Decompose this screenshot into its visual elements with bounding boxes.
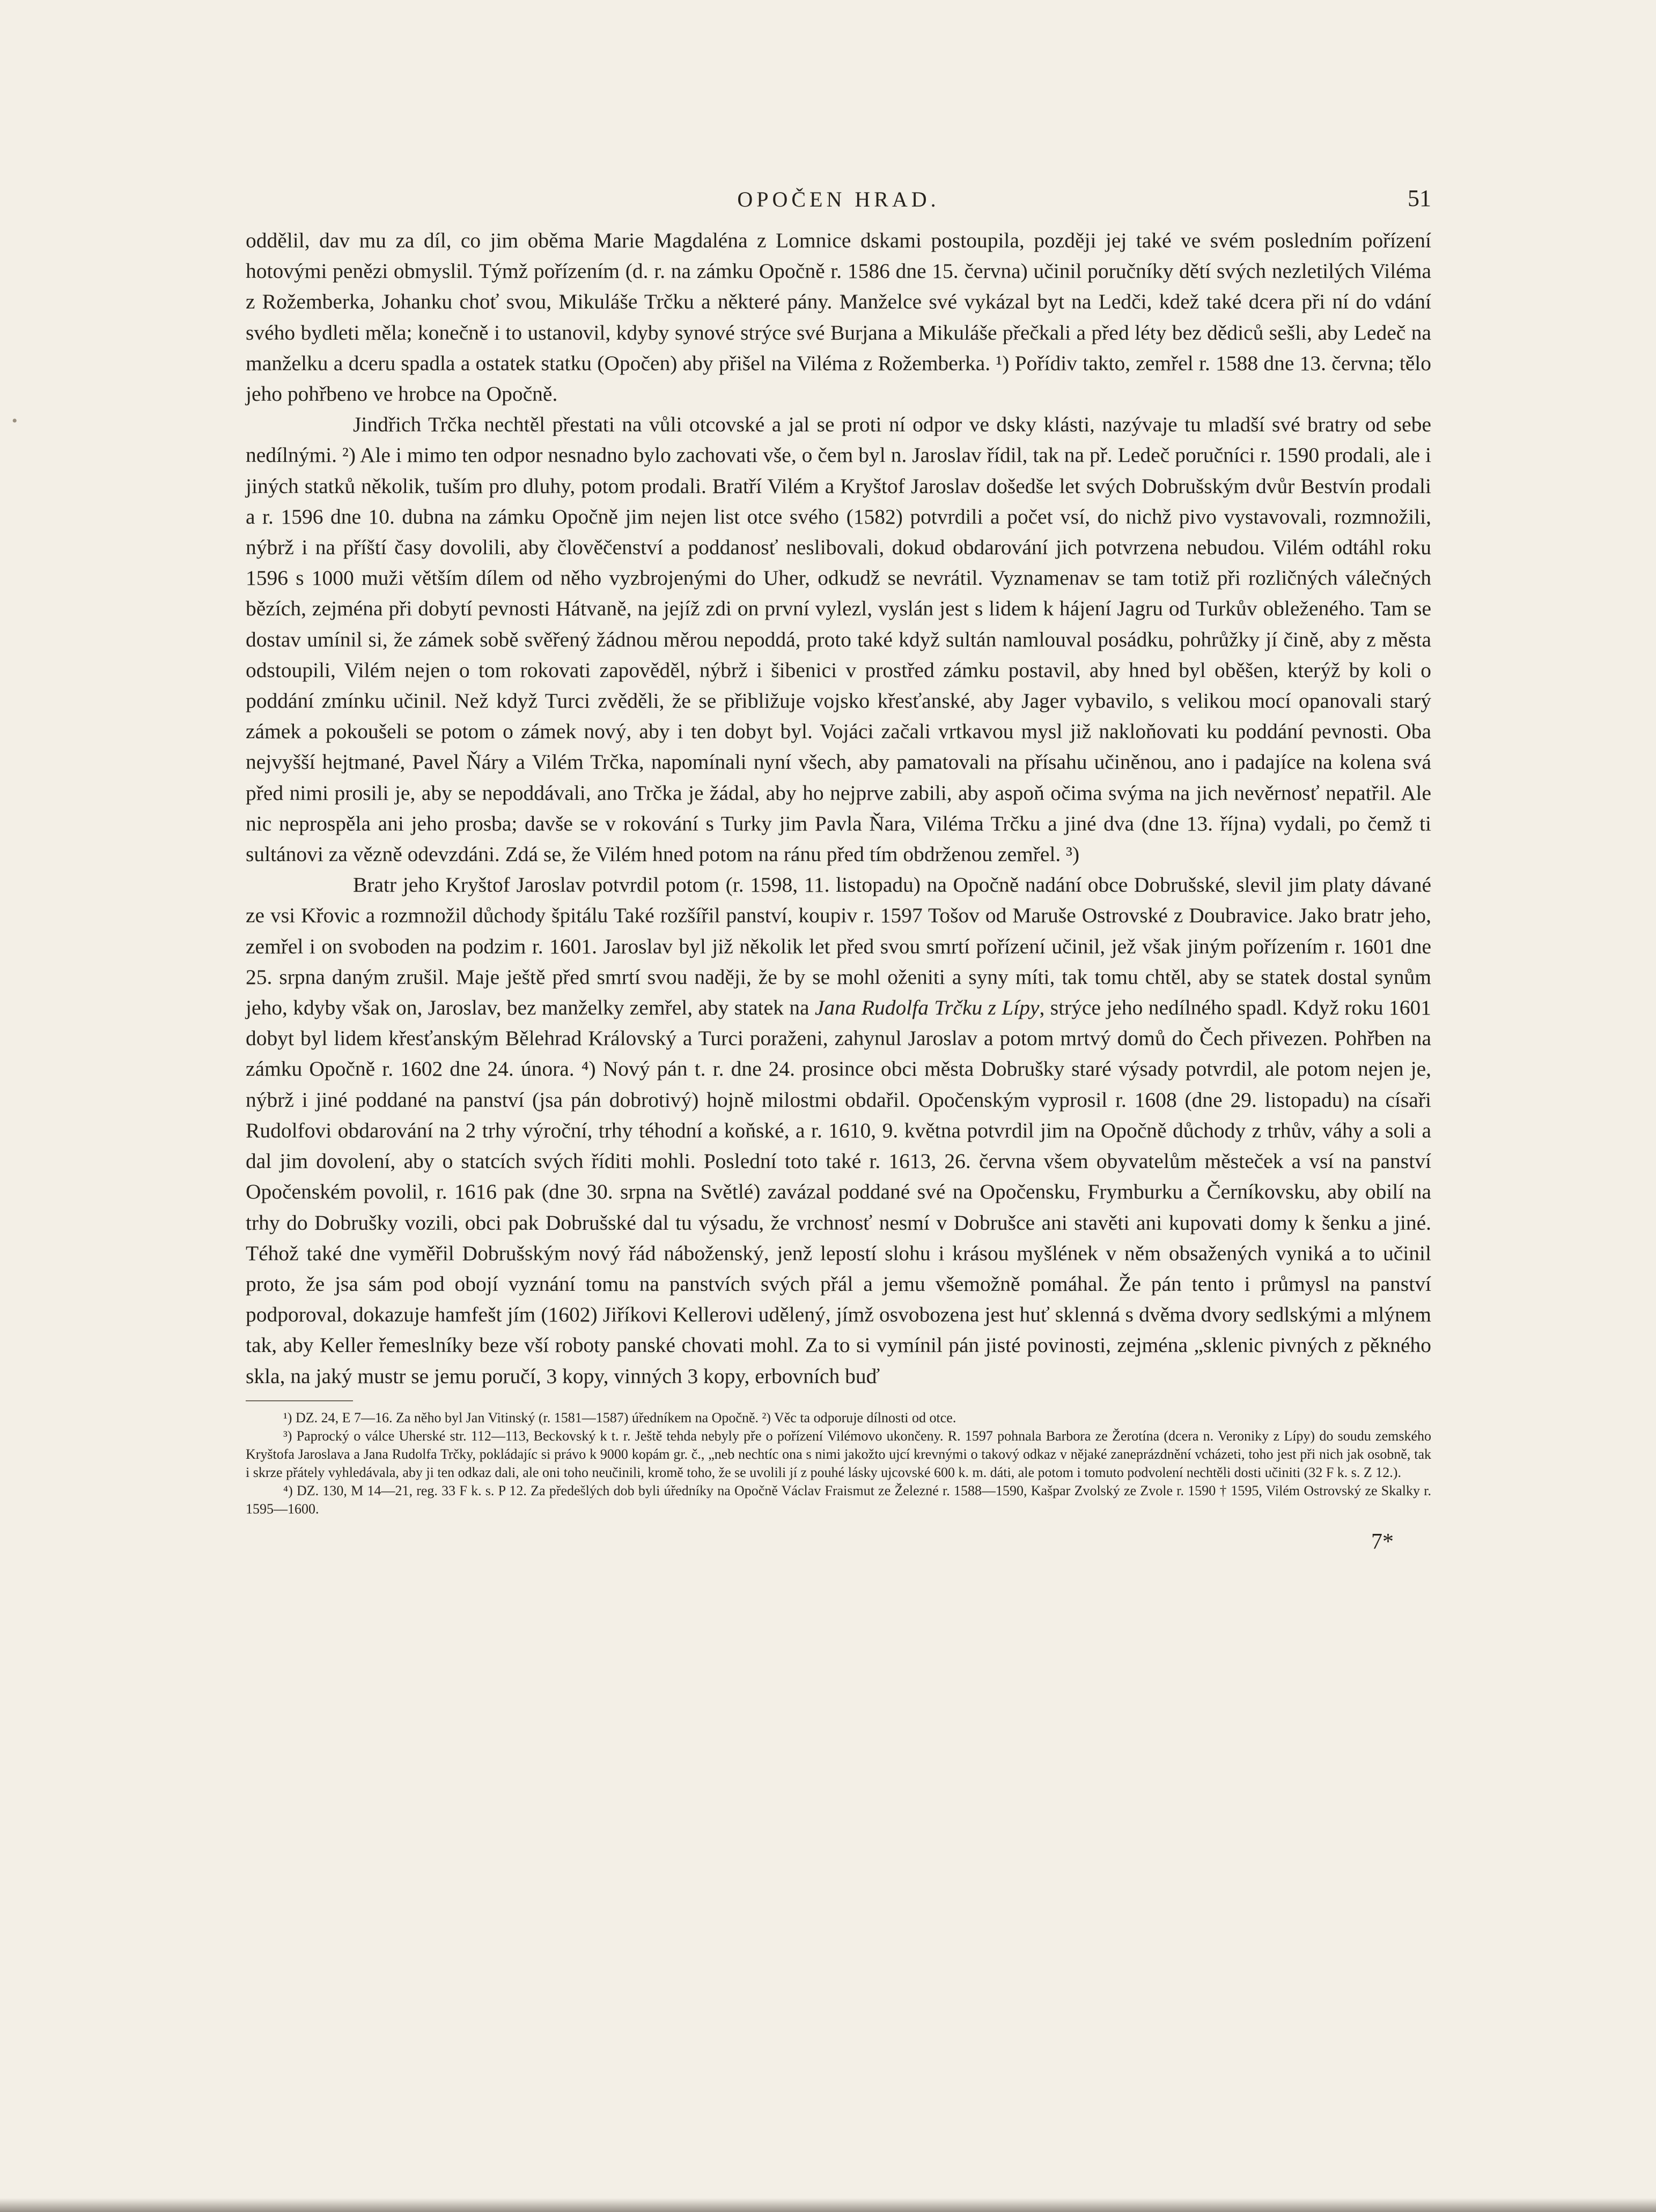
footnote: ³) Paprocký o válce Uherské str. 112—113, Beckovský k t. r. Ještě tehda nebyly pře o pořízení Vilémovo ukončeny. R. 1597 pohnala Barbora ze Žerotína (dcera n. Veroniky z Lípy) do soudu zemského Kryštofa Jaroslava a Jana Rudolfa Trčky, pokládajíc si právo k 9000 kopám gr. č., „neb nechtíc ona s nimi jakožto ujcí krevnými o takový odkaz v nějaké zaneprázdnění vcházeti, toho jest při nich jak osobně, tak i skrze přátely vyhledávala, aby ji ten odkaz dali, ale oni toho neučinili, kromě toho, že se uvolili jí z pouhé lásky ujcovské 600 k. m. dáti, ale potom i tomuto podvolení nechtěli dosti učiniti (32 F k. s. Z 12.). bbox=[246, 1428, 1431, 1480]
scan-edge-shadow bbox=[0, 2198, 1656, 2212]
paragraph bbox=[246, 225, 1431, 409]
paragraph bbox=[246, 870, 1431, 1391]
running-title: OPOČEN HRAD. bbox=[737, 187, 940, 211]
paragraph-text: Bratr jeho Kryštof Jaroslav potvrdil potom (r. 1598, 11. listopadu) na Opočně nadání obce Dobrušské, slevil jim platy dávané ze vsi Křovic a rozmnožil důchody špitálu Také rozšířil panství, koupiv r. 1597 Tošov od Maruše Ostrovské z Doubravice. Jako bratr jeho, zemřel i on svoboden na podzim r. 1601. Jaroslav byl již několik let před svou smrtí pořízení učinil, jež však jiným pořízením r. 1601 dne 25. srpna daným zrušil. Maje ještě před smrtí svou naději, že by se mohl oženiti a syny míti, tak tomu chtěl, aby se statek dostal synům jeho, kdyby však on, Jaroslav, bez manželky zemřel, aby statek na bbox=[246, 873, 1431, 1020]
running-head bbox=[246, 182, 1431, 225]
page-number: 51 bbox=[1408, 185, 1431, 211]
body-text bbox=[246, 225, 1431, 1392]
paragraph bbox=[246, 409, 1431, 870]
paragraph-text: Jindřich Trčka nechtěl přestati na vůli otcovské a jal se proti ní odpor ve dsky klásti, nazývaje tu mladší své bratry od sebe nedílnými. ²) Ale i mimo ten odpor nesnadno bylo zachovati vše, o čem byl n. Jaroslav řídil, tak na př. Ledeč poručníci r. 1590 prodali, ale i jiných statků několik, tuším pro dluhy, potom prodali. Bratří Vilém a Kryštof Jaroslav došedše let svých Dobrušským dvůr Bestvín prodali a r. 1596 dne 10. dubna na zámku Opočně jim nejen list otce svého (1582) potvrdili a počet vsí, do nichž pivo vystavovali, rozmnožili, nýbrž i na příští časy dovolili, aby člověčenství a poddanosť neslibovali, dokud obdarování jich potvrzena nebudou. Vilém odtáhl roku 1596 s 1000 muži větším dílem od něho vyzbrojenými do Uher, odkudž se nevrátil. Vyznamenav se tam totiž při rozličných válečných bězích, zejména při dobytí pevnosti Hátvaně, na jejíž zdi on první vylezl, vyslán jest s lidem k hájení Jagru od Turkův obleženého. Tam se dostav umínil si, že zámek sobě svěřený žádnou měrou nepoddá, proto také když sultán namlouval posádku, pohrůžky jí čině, aby z města odstoupili, Vilém nejen o tom rokovati zapověděl, nýbrž i šibenici v prostřed zámku postavil, aby hned byl oběšen, kterýž by koli o poddání zmínku učinil. Než když Turci zvěděli, že se přibližuje vojsko křesťanské, aby Jager vybavilo, s velikou mocí opanovali starý zámek a pokoušeli se potom o zámek nový, aby i ten dobyt byl. Vojáci začali vrtkavou mysl již nakloňovati ku poddání pevnosti. Oba nejvyšší hejtmané, Pavel Ňáry a Vilém Trčka, napomínali nyní všech, aby pamatovali na přísahu učiněnou, ano i padajíce na kolena svá před nimi prosili je, aby se nepoddávali, ano Trčka je žádal, aby ho nejprve zabili, aby aspoň očima svýma na jich nevěrnosť nepatřil. Ale nic neprospěla ani jeho prosba; davše se v rokování s Turky jim Pavla Ňara, Viléma Trčku a jiné dva (dne 13. října) vydali, po čemž ti sultánovi za vězně odevzdáni. Zdá se, že Vilém hned potom na ránu před tím obdrženou zemřel. ³) bbox=[246, 413, 1431, 866]
footnote: ¹) DZ. 24, E 7—16. Za něho byl Jan Vitinský (r. 1581—1587) úředníkem na Opočně. ²) Věc ta odporuje dílnosti od otce. bbox=[283, 1409, 956, 1425]
printer-signature: 7* bbox=[1371, 1529, 1394, 1554]
paragraph-text: , strýce jeho nedílného spadl. Když roku 1601 dobyt byl lidem křesťanským Bělehrad Královský a Turci poraženi, zahynul Jaroslav a potom mrtvý domů do Čech přivezen. Pohřben na zámku Opočně r. 1602 dne 24. února. ⁴) Nový pán t. r. dne 24. prosince obci města Dobrušky staré výsady potvrdil, ale potom nejen je, nýbrž i jiné poddané na panství (jsa pán dobrotivý) hojně milostmi obdařil. Opočenským vyprosil r. 1608 (dne 29. listopadu) na císaři Rudolfovi obdarování na 2 trhy výroční, trhy téhodní a koňské, a r. 1610, 9. května potvrdil jim na Opočně důchody z trhův, váhy a soli a dal jim dovolení, aby o statcích svých říditi mohli. Poslední toto také r. 1613, 26. června všem obyvatelům městeček a vsí na panství Opočenském povolil, r. 1616 pak (dne 30. srpna na Světlé) zavázal poddané své na Opočensku, Frymburku a Černíkovsku, aby obilí na trhy do Dobrušky vozili, obci pak Dobrušské dal tu výsadu, že vrchnosť nesmí v Dobrušce ani stavěti ani kupovati domy k šenku a jiné. Téhož také dne vyměřil Dobrušským nový řád náboženský, jenž lepostí slohu i krásou myšlének v něm obsažených vyniká a to učinil proto, že jsa sám pod obojí vyznání tomu na panstvích svých přál a jemu všemožně pomáhal. Že pán tento i průmysl na panství podporoval, dokazuje hamfešt jím (1602) Jiříkovi Kellerovi udělený, jímž osvobozena jest huť sklenná s dvěma dvory sedlskými a mlýnem tak, aby Keller řemeslníky beze vší roboty panské chovati mohl. Za to si vymínil pán jisté povinosti, zejména „sklenic pivných z pěkného skla, na jaký mustr se jemu poručí, 3 kopy, vinných 3 kopy, erbovních buď bbox=[246, 996, 1431, 1388]
margin-mark: • bbox=[12, 412, 18, 430]
paragraph-text: oddělil, dav mu za díl, co jim oběma Marie Magdaléna z Lomnice dskami postoupila, později jej také ve svém posledním pořízení hotovými penězi obmyslil. Týmž pořízením (d. r. na zámku Opočně r. 1586 dne 15. června) učinil poručníky dětí svých nezletilých Viléma z Rožemberka, Johanku choť svou, Mikuláše Trčku a některé pány. Manželce své vykázal byt na Ledči, kdež také dcera při ní do vdání svého bydleti měla; konečně i to ustanovil, kdyby synové strýce své Burjana a Mikuláše přečkali a před léty bez dědiců sešli, aby Ledeč na manželku a dceru spadla a ostatek statku (Opočen) aby přišel na Viléma z Rožemberka. ¹) Pořídiv takto, zemřel r. 1588 dne 13. června; tělo jeho pohřbeno ve hrobce na Opočně. bbox=[246, 229, 1431, 406]
footnotes bbox=[246, 1409, 1431, 1518]
page-content bbox=[246, 182, 1431, 2114]
footnote: ⁴) DZ. 130, M 14—21, reg. 33 F k. s. P 12. Za předešlých dob byli úředníky na Opočně Václav Fraismut ze Železné r. 1588—1590, Kašpar Zvolský ze Zvole r. 1590 † 1595, Vilém Ostrovský ze Skalky r. 1595—1600. bbox=[246, 1482, 1431, 1517]
footnote-rule bbox=[246, 1400, 353, 1401]
italic-name: Jana Rudolfa Trčku z Lípy bbox=[814, 996, 1040, 1020]
